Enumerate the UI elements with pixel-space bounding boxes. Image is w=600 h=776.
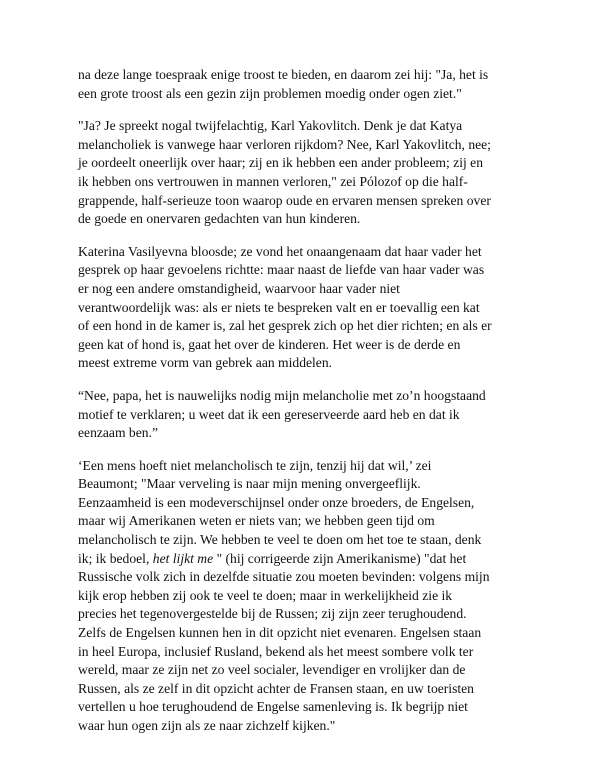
text-line: of een hond in de kamer is, zal het gesprek zich op het dier richten; en als er: [78, 318, 492, 334]
text-line: een grote troost als een gezin zijn problemen moedig onder ogen ziet.": [78, 85, 462, 101]
text-line: precies het tegenovergestelde bij de Russen; zij zijn zeer terughoudend.: [78, 606, 467, 622]
text-line: in heel Europa, inclusief Rusland, bekend als het meest sombere volk ter: [78, 643, 474, 659]
text-line: na deze lange toespraak enige troost te bieden, en daarom zei hij: "Ja, het is: [78, 67, 489, 82]
paragraph-1: [78, 66, 528, 103]
text-line: Zelfs de Engelsen kunnen hen in dit opzicht niet evenaren. Engelsen staan: [78, 625, 482, 641]
text-line: gesprek op haar gevoelens richtte: maar naast de liefde van haar vader was: [78, 262, 485, 278]
text-line-with-italic: ik; ik bedoel, het lijkt me " (hij corrigeerde zijn Amerikanisme) "dat het: [78, 550, 467, 566]
text-line: je oordeelt oneerlijk over haar; zij en ik hebben een ander probleem; zij en: [78, 155, 483, 171]
text-line: waar hun ogen zijn als ze naar zichzelf kijken.": [78, 718, 336, 733]
text-line: Katerina Vasilyevna bloosde; ze vond het onaangenaam dat haar vader het: [78, 243, 482, 259]
italic-phrase: het lijkt me: [152, 550, 214, 566]
paragraph-5: [78, 457, 528, 736]
text-line: ‘Een mens hoeft niet melancholisch te zijn, tenzij hij dat wil,’ zei: [78, 457, 432, 473]
body-text: [78, 66, 528, 736]
paragraph-2: [78, 117, 528, 229]
text-line: grappende, half-serieuze toon waarop oude en ervaren mensen spreken over: [78, 192, 491, 208]
text-line: motief te verklaren; u weet dat ik een gereserveerde aard heb en dat ik: [78, 406, 460, 422]
text-line: “Nee, papa, het is nauwelijks nodig mijn melancholie met zo’n hoogstaand: [78, 387, 486, 403]
text-line: eenzaam ben.”: [78, 425, 158, 441]
paragraph-3: [78, 243, 528, 373]
text-line: Russische volk zich in dezelfde situatie zou moeten bevinden: volgens mijn: [78, 569, 490, 585]
text-line: de goede en onervaren gedachten van hun kinderen.: [78, 211, 361, 227]
text-line: geen kat of hond is, gaat het over de kinderen. Het weer is de derde en: [78, 336, 461, 352]
text-line: kijk erop hebben zij ook te veel te doen; maar in werkelijkheid zie ik: [78, 587, 453, 603]
text-line: verantwoordelijk was: als er niets te bespreken valt en er toevallig een kat: [78, 299, 480, 315]
text-line: meest extreme vorm van gebrek aan middelen.: [78, 355, 333, 371]
text-line: melancholiek is vanwege haar verloren rijkdom? Nee, Karl Yakovlitch, nee;: [78, 136, 491, 152]
text-line: melancholisch te zijn. We hebben te veel te doen om het toe te staan, denk: [78, 532, 482, 548]
text-line: Russen, als ze zelf in dit opzicht achter de Fransen staan, en uw toeristen: [78, 680, 474, 696]
text-line: "Ja? Je spreekt nogal twijfelachtig, Karl Yakovlitch. Denk je dat Katya: [78, 118, 463, 134]
text-line: er nog een andere omstandigheid, waarvoor haar vader niet: [78, 280, 400, 296]
paragraph-4: [78, 387, 528, 443]
text-line: Eenzaamheid is een modeverschijnsel onder onze broeders, de Engelsen,: [78, 494, 475, 510]
text-line: vertellen u hoe terughoudend de Engelse samenleving is. Ik begrijp niet: [78, 699, 468, 715]
text-line: wereld, maar ze zijn net zo veel socialer, levendiger en vrolijker dan de: [78, 662, 466, 678]
text-line: maar wij Amerikanen weten er niets van; we hebben geen tijd om: [78, 513, 435, 529]
text-line: Beaumont; "Maar verveling is naar mijn mening onvergeeflijk.: [78, 476, 421, 492]
text-line: ik hebben ons vertrouwen in mannen verloren," zei Pólozof op die half-: [78, 173, 468, 189]
